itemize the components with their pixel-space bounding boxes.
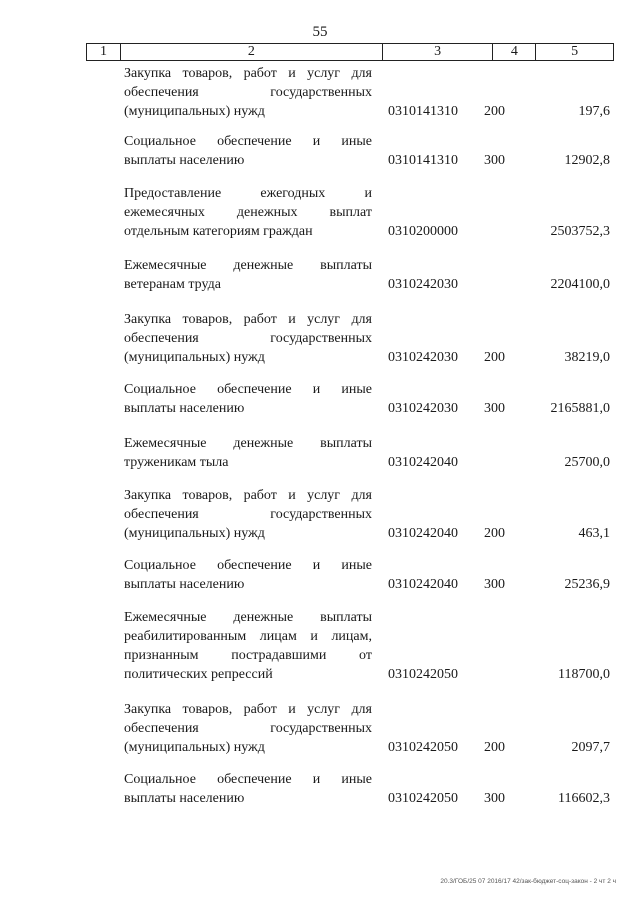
row-code: 0310141310 <box>388 153 458 168</box>
header-col-2: 2 <box>121 44 383 60</box>
row-amount: 38219,0 <box>564 350 610 365</box>
row-amount: 25236,9 <box>564 577 610 592</box>
row-amount: 116602,3 <box>558 791 610 806</box>
row-amount: 118700,0 <box>558 667 610 682</box>
row-description: Социальное обеспечение и иные выплаты населению <box>124 772 372 806</box>
row-expense-type: 200 <box>484 740 505 755</box>
row-code: 0310242030 <box>388 350 458 365</box>
row-description: Закупка товаров, работ и услуг для обеспечения государственных (муниципальных) нужд <box>124 66 372 119</box>
header-col-1: 1 <box>87 44 121 60</box>
row-code: 0310141310 <box>388 104 458 119</box>
row-expense-type: 300 <box>484 401 505 416</box>
row-expense-type: 200 <box>484 104 505 119</box>
row-code: 0310200000 <box>388 224 458 239</box>
row-expense-type: 200 <box>484 350 505 365</box>
row-description: Социальное обеспечение и иные выплаты населению <box>124 558 372 592</box>
row-description: Закупка товаров, работ и услуг для обеспечения государственных (муниципальных) нужд <box>124 488 372 541</box>
row-expense-type: 200 <box>484 526 505 541</box>
row-code: 0310242030 <box>388 401 458 416</box>
row-amount: 2165881,0 <box>550 401 610 416</box>
row-amount: 2503752,3 <box>550 224 610 239</box>
row-description: Предоставление ежегодных и ежемесячных денежных выплат отдельным категориям граждан <box>124 186 372 239</box>
row-code: 0310242040 <box>388 526 458 541</box>
row-amount: 2097,7 <box>571 740 610 755</box>
document-footer-code: 20.3/ГОБ/25 07 2016/17 42/зак-бюджет-соц-закон - 2 чт 2 ч <box>440 878 616 885</box>
header-col-5: 5 <box>571 44 579 59</box>
row-description: Ежемесячные денежные выплаты реабилитированным лицам и лицам, признанным пострадавшими от политических репрессий <box>124 610 372 682</box>
row-description: Социальное обеспечение и иные выплаты населению <box>124 382 372 416</box>
row-amount: 197,6 <box>578 104 610 119</box>
row-amount: 2204100,0 <box>550 277 610 292</box>
row-description: Ежемесячные денежные выплаты ветеранам труда <box>124 258 372 292</box>
row-description: Ежемесячные денежные выплаты труженикам тыла <box>124 436 372 470</box>
row-code: 0310242050 <box>388 740 458 755</box>
row-amount: 12902,8 <box>564 153 610 168</box>
row-description: Закупка товаров, работ и услуг для обеспечения государственных (муниципальных) нужд <box>124 312 372 365</box>
table-header <box>86 43 614 61</box>
row-amount: 25700,0 <box>564 455 610 470</box>
row-expense-type: 300 <box>484 153 505 168</box>
row-code: 0310242040 <box>388 577 458 592</box>
row-amount: 463,1 <box>578 526 610 541</box>
row-expense-type: 300 <box>484 577 505 592</box>
row-code: 0310242050 <box>388 667 458 682</box>
row-expense-type: 300 <box>484 791 505 806</box>
header-col-3: 3 <box>383 44 494 60</box>
row-code: 0310242050 <box>388 791 458 806</box>
row-description: Социальное обеспечение и иные выплаты населению <box>124 134 372 168</box>
row-description: Закупка товаров, работ и услуг для обеспечения государственных (муниципальных) нужд <box>124 702 372 755</box>
row-code: 0310242030 <box>388 277 458 292</box>
header-col-4: 4 <box>493 44 536 60</box>
row-code: 0310242040 <box>388 455 458 470</box>
page-number: 55 <box>312 24 328 40</box>
